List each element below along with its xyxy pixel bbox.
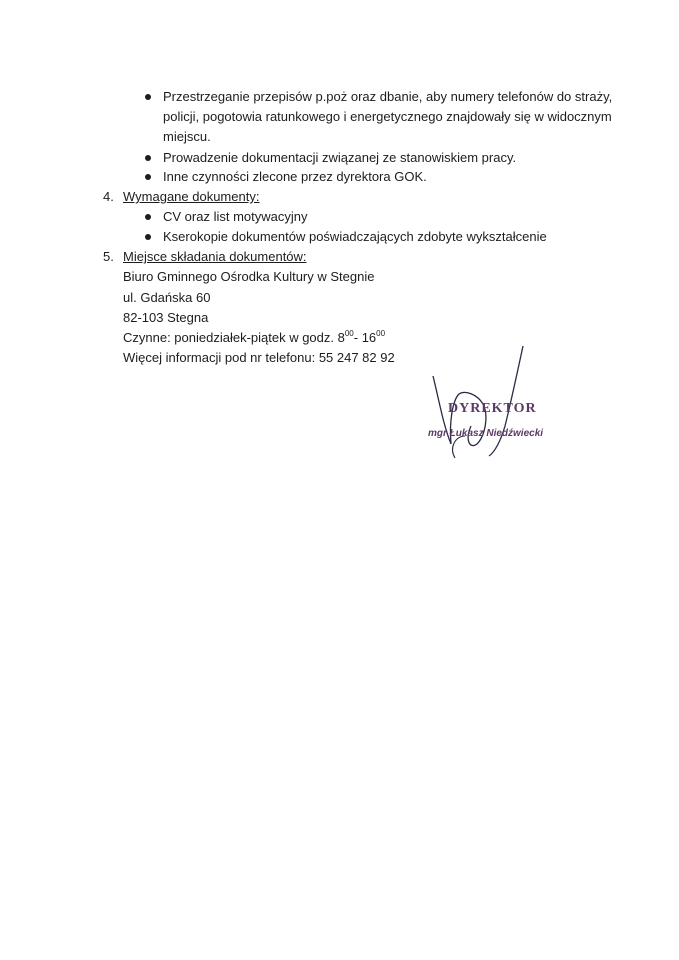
- section-4-number: 4.: [103, 189, 114, 204]
- bullet-icon: [145, 155, 151, 161]
- office-postal: 82-103 Stegna: [123, 310, 209, 325]
- contact-phone: Więcej informacji pod nr telefonu: 55 247 82 92: [123, 350, 395, 365]
- hours-mid: - 16: [353, 330, 377, 345]
- hours-sup: 00: [344, 328, 354, 338]
- section-5-number: 5.: [103, 249, 114, 264]
- bullet-icon: [145, 174, 151, 180]
- hours-prefix: Czynne: poniedziałek-piątek w godz. 8: [123, 330, 345, 345]
- section-5-heading: Miejsce składania dokumentów:: [123, 249, 307, 264]
- bullet-icon: [145, 214, 151, 220]
- documentation-item: Prowadzenie dokumentacji związanej ze stanowiskiem pracy.: [163, 150, 517, 165]
- office-hours: [123, 329, 385, 347]
- section-4-heading: Wymagane dokumenty:: [123, 189, 260, 204]
- fire-duty-line-2: policji, pogotowia ratunkowego i energetycznego znajdowały się w widocznym: [163, 109, 612, 124]
- fire-duty-line-1: Przestrzeganie przepisów p.poż oraz dbanie, aby numery telefonów do straży,: [163, 89, 613, 104]
- required-doc-item: Kserokopie dokumentów poświadczających zdobyte wykształcenie: [163, 229, 547, 244]
- bullet-icon: [145, 234, 151, 240]
- office-name: Biuro Gminnego Ośrodka Kultury w Stegnie: [123, 269, 375, 284]
- bullet-icon: [145, 94, 151, 100]
- stamp-name: mgr Łukasz Niedźwiecki: [428, 428, 544, 439]
- office-street: ul. Gdańska 60: [123, 290, 211, 305]
- fire-duty-line-3: miejscu.: [163, 129, 211, 144]
- required-doc-item: CV oraz list motywacyjny: [163, 209, 308, 224]
- hours-sup: 00: [376, 328, 386, 338]
- other-tasks-item: Inne czynności zlecone przez dyrektora GOK.: [163, 169, 427, 184]
- stamp-title: DYREKTOR: [448, 401, 537, 416]
